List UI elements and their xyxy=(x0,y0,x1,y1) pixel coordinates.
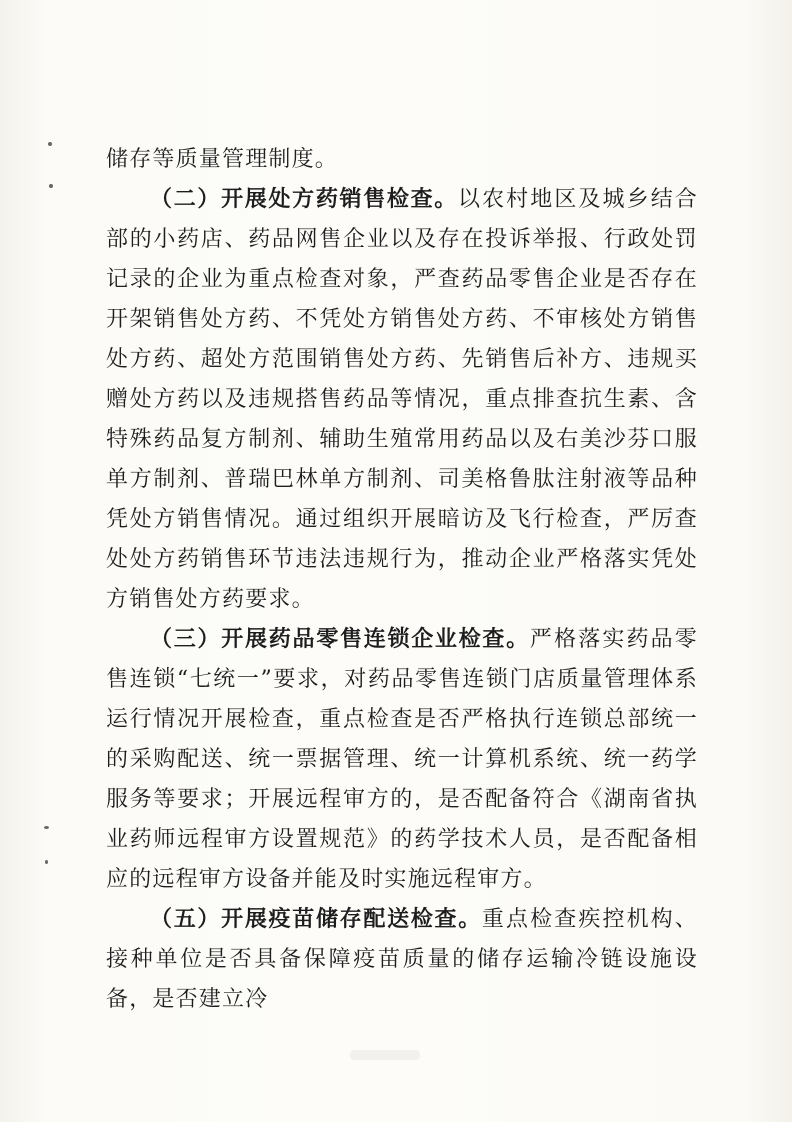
paragraph-prescription-check xyxy=(106,180,698,620)
scan-speck xyxy=(49,184,53,188)
section-heading: （五）开展疫苗储存配送检查。 xyxy=(150,907,482,932)
document-body xyxy=(106,140,698,1020)
paragraph-text: 重点检查疾控机构、接种单位是否具备保障疫苗质量的储存运输冷链设施设备，是否建立冷 xyxy=(106,907,698,1012)
paragraph-continuation xyxy=(106,140,698,180)
scan-footer-shadow xyxy=(350,1050,420,1060)
paragraph-text: 严格落实药品零售连锁“七统一”要求，对药品零售连锁门店质量管理体系运行情况开展检查，重点检查是否严格执行连锁总部统一的采购配送、统一票据管理、统一计算机系统、统一药学服务等要求；开展远程审方的，是否配备符合《湖南省执业药师远程审方设置规范》的药学技术人员，是否配备相应的远程审方设备并能及时实施远程审方。 xyxy=(106,627,698,892)
paragraph-vaccine-check xyxy=(106,900,698,1020)
paragraph-text: 储存等质量管理制度。 xyxy=(106,147,339,172)
paragraph-text: 以农村地区及城乡结合部的小药店、药品网售企业以及存在投诉举报、行政处罚记录的企业为重点检查对象，严查药品零售企业是否存在开架销售处方药、不凭处方销售处方药、不审核处方销售处方药、超处方范围销售处方药、先销售后补方、违规买赠处方药以及违规搭售药品等情况，重点排查抗生素、含特殊药品复方制剂、辅助生殖常用药品以及右美沙芬口服单方制剂、普瑞巴林单方制剂、司美格鲁肽注射液等品种凭处方销售情况。通过组织开展暗访及飞行检查，严厉查处处方药销售环节违法违规行为，推动企业严格落实凭处方销售处方药要求。 xyxy=(106,187,698,612)
scan-speck xyxy=(44,826,49,829)
scan-speck xyxy=(45,860,48,864)
section-heading: （二）开展处方药销售检查。 xyxy=(150,187,458,212)
scan-speck xyxy=(48,142,52,146)
section-heading: （三）开展药品零售连锁企业检查。 xyxy=(150,627,530,652)
paragraph-chain-check xyxy=(106,620,698,900)
